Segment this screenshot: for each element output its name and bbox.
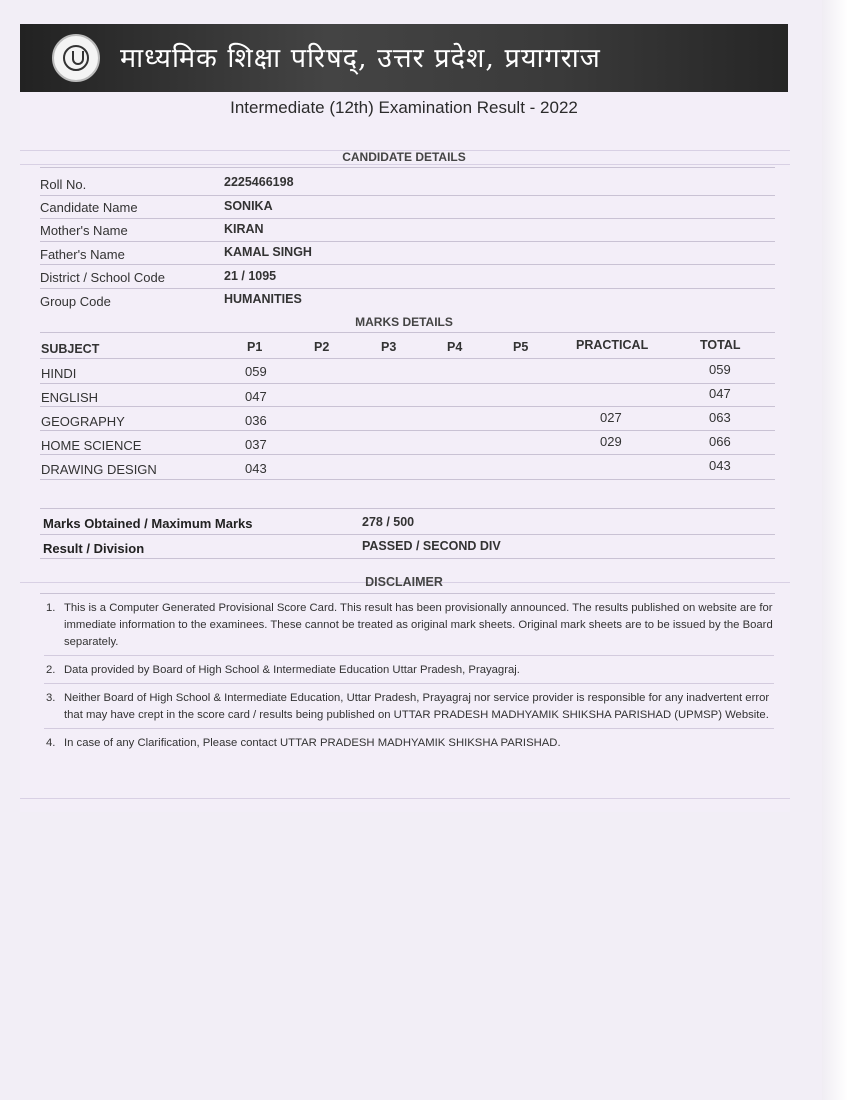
board-header [20,24,788,92]
p1-cell: 036 [245,413,267,428]
mother-name-value: KIRAN [224,222,264,236]
practical-cell: 029 [600,434,622,449]
col-header-subject: SUBJECT [41,342,100,356]
total-cell: 047 [709,386,731,401]
group-code-label: Group Code [40,294,111,309]
page-edge [822,0,848,1100]
marks-obtained-value: 278 / 500 [362,515,415,529]
exam-title: Intermediate (12th) Examination Result - 2022 [230,98,578,117]
p1-cell: 059 [245,364,267,379]
group-code-value: HUMANITIES [224,292,302,306]
subject-cell: ENGLISH [41,390,99,405]
col-header-p1: P1 [247,340,263,354]
divider [40,167,775,168]
result-division-label: Result / Division [43,541,145,556]
list-item: 2. Data provided by Board of High School & Intermediate Education Uttar Pradesh, Prayagraj. [44,662,774,684]
list-item: 1. This is a Computer Generated Provisional Score Card. This result has been provisionally announced. The results published on website are for immediate information to the examinees. These cannot be treated as original mark sheets. Original mark sheets are to be issued by the Board separately. [44,600,774,656]
board-title: माध्यमिक शिक्षा परिषद्, उत्तर प्रदेश, प्रयागराज [120,43,601,74]
marks-obtained-label: Marks Obtained / Maximum Marks [43,516,253,531]
col-header-p2: P2 [314,340,330,354]
list-item: 3. Neither Board of High School & Intermediate Education, Uttar Pradesh, Prayagraj nor service provider is responsible for any inadvertent error that may have crept in the score card / results being published on UTTAR PRADESH MADHYAMIK SHIKSHA PARISHAD (UPMSP) Website. [44,690,774,729]
candidate-name-label: Candidate Name [40,200,138,215]
p1-cell: 047 [245,389,267,404]
district-school-code-label: District / School Code [40,270,165,285]
col-header-p5: P5 [513,340,529,354]
disclaimer-list [44,600,774,762]
candidate-name-value: SONIKA [224,199,273,213]
subject-cell: HINDI [41,366,77,381]
total-cell: 063 [709,410,731,425]
col-header-p3: P3 [381,340,397,354]
result-division-value: PASSED / SECOND DIV [362,539,501,553]
p1-cell: 037 [245,437,267,452]
total-cell: 066 [709,434,731,449]
total-cell: 059 [709,362,731,377]
p1-cell: 043 [245,461,267,476]
divider [20,164,790,165]
subject-cell: DRAWING DESIGN [41,462,157,477]
divider [20,798,790,799]
col-header-total: TOTAL [700,338,741,352]
subject-cell: GEOGRAPHY [41,414,125,429]
district-school-code-value: 21 / 1095 [224,269,277,283]
disclaimer-title: DISCLAIMER [365,575,443,589]
mother-name-label: Mother's Name [40,223,128,238]
candidate-section-title: CANDIDATE DETAILS [342,150,466,164]
col-header-p4: P4 [447,340,463,354]
list-item: 4. In case of any Clarification, Please contact UTTAR PRADESH MADHYAMIK SHIKSHA PARISHAD. [46,737,561,749]
roll-no-value: 2225466198 [224,175,294,189]
subject-cell: HOME SCIENCE [41,438,142,453]
col-header-practical: PRACTICAL [576,338,649,352]
roll-no-label: Roll No. [40,177,87,192]
total-cell: 043 [709,458,731,473]
father-name-label: Father's Name [40,247,125,262]
marks-section-title: MARKS DETAILS [355,315,453,329]
up-govt-emblem-icon [52,34,100,82]
practical-cell: 027 [600,410,622,425]
father-name-value: KAMAL SINGH [224,245,312,259]
